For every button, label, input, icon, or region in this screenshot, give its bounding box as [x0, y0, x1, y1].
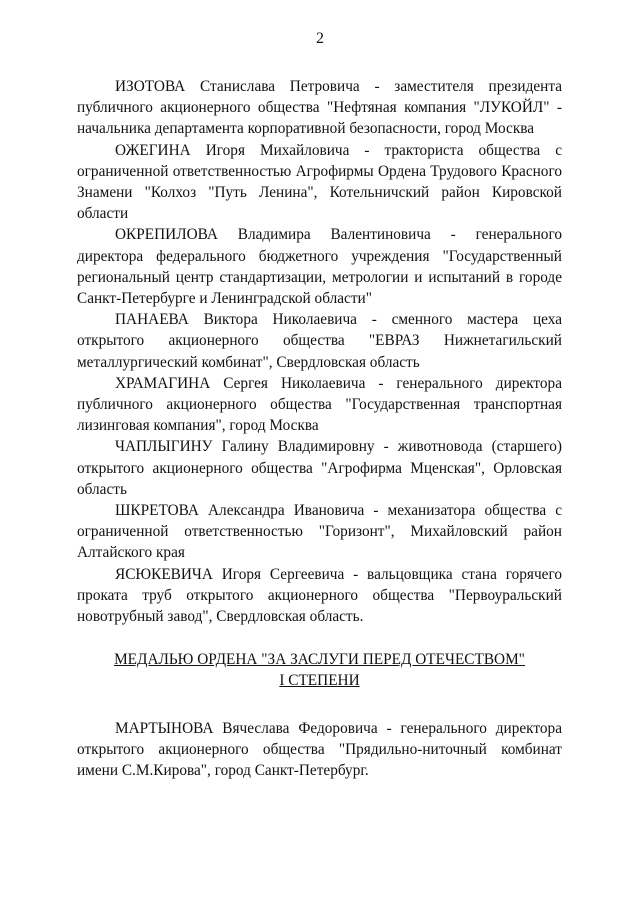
award-entry: ШКРЕТОВА Александра Ивановича - механизатора общества с ограниченной ответственностью "Горизонт", Михайловский район Алтайского края: [77, 502, 562, 562]
page-number: 2: [316, 30, 324, 47]
section-heading-line-2: I СТЕПЕНИ: [279, 672, 360, 690]
section-heading-line-1: МЕДАЛЬЮ ОРДЕНА "ЗА ЗАСЛУГИ ПЕРЕД ОТЕЧЕСТВОМ": [114, 651, 525, 669]
award-entry: ЯСЮКЕВИЧА Игоря Сергеевича - вальцовщика стана горячего проката труб открытого акционерного общества "Первоуральский новотрубный завод", Свердловская область.: [77, 565, 562, 626]
award-entry: ИЗОТОВА Станислава Петровича - заместителя президента публичного акционерного общества "Нефтяная компания "ЛУКОЙЛ" - начальника департамента корпоративной безопасности, город Москва: [77, 78, 562, 138]
award-entry: ОЖЕГИНА Игоря Михайловича - тракториста общества с ограниченной ответственностью Агрофирмы Ордена Трудового Красного Знамени "Колхоз "Путь Ленина", Котельничский район Кировской области: [77, 141, 562, 223]
award-entry: ХРАМАГИНА Сергея Николаевича - генерального директора публичного акционерного общества "Государственная транспортная лизинговая компания", город Москва: [77, 374, 562, 435]
award-entry: ПАНАЕВА Виктора Николаевича - сменного мастера цеха открытого акционерного общества "ЕВРАЗ Нижнетагильский металлургический комбинат", Свердловская область: [77, 311, 562, 371]
award-entry: МАРТЫНОВА Вячеслава Федоровича - генерального директора открытого акционерного общества "Прядильно-ниточный комбинат имени С.М.Кирова", город Санкт-Петербург.: [77, 719, 562, 780]
award-entry: ОКРЕПИЛОВА Владимира Валентиновича - генерального директора федерального бюджетного учреждения "Государственный региональный центр стандартизации, метрологии и испытаний в городе Санкт-Петербурге и Ленинградской области": [77, 226, 562, 308]
document-body: [77, 76, 562, 781]
section-entries: [77, 718, 562, 782]
award-entry: ЧАПЛЫГИНУ Галину Владимировну - животновода (старшего) открытого акционерного общества "Агрофирма Мценская", Орловская область: [77, 438, 562, 498]
section-heading: [77, 649, 562, 691]
